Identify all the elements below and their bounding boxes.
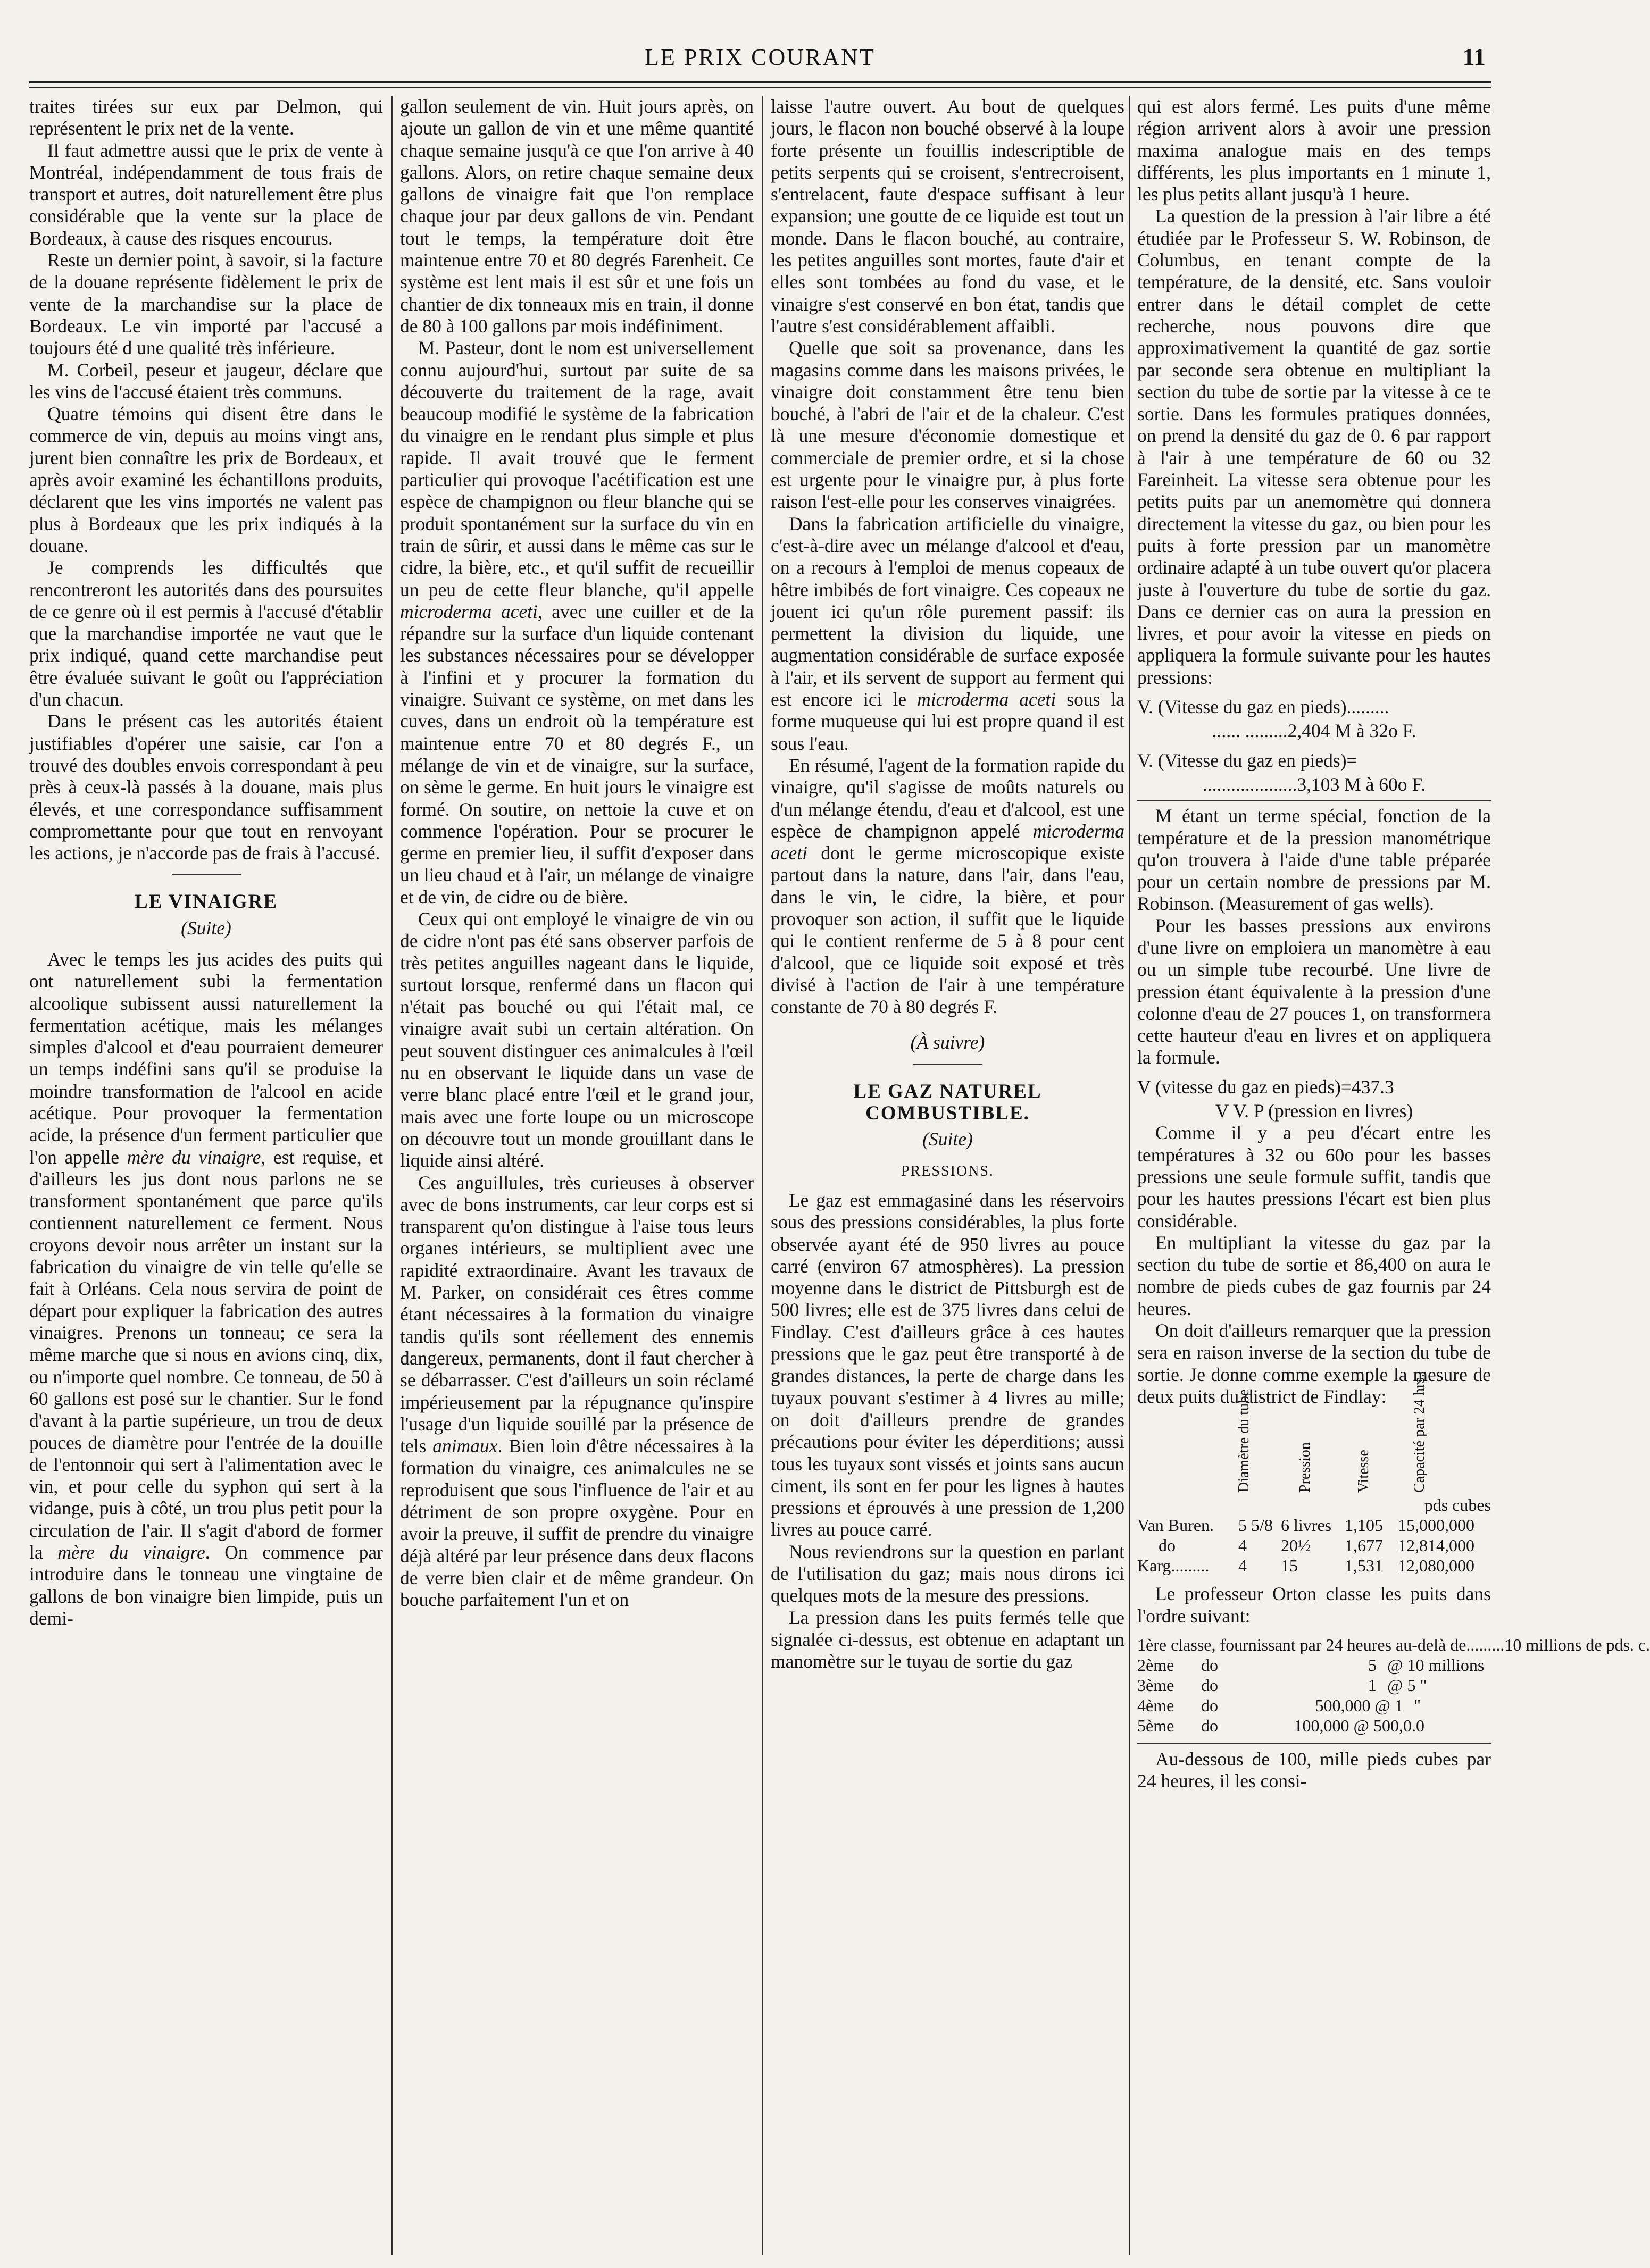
table-cell: 1,677 xyxy=(1345,1536,1383,1555)
table-cell: " xyxy=(1414,1695,1421,1715)
text-run: Ces anguillules, très curieuses à observer avec de bons instruments, car leur corps est si transparent qu'on distingue à l'aise tous leurs organes intérieurs, se multiplient avec une rapidité extraordinaire. Avant les travaux de M. Parker, on considérait ces êtres comme étant nécessaires à la formation du vinaigre tandis qu'ils sont réellement des ennemis dangereux, permanents, dont il faut chercher à se débarrasser. C'est d'ailleurs un soin réclamé impérieusement par la répugnance qu'inspire l'usage d'un liquide souillé par la présence de tels xyxy=(400,1171,754,1457)
formula-line: V. (Vitesse du gaz en pieds)= xyxy=(1137,749,1357,771)
table-cell: do xyxy=(1201,1715,1218,1735)
section-divider xyxy=(172,874,241,875)
header-rule-thin xyxy=(29,87,1491,88)
table-row xyxy=(1137,1695,1491,1715)
paragraph: Il faut admettre aussi que le prix de vente à Montréal, indépendamment de tous frais de transport et autres, doit naturellement être plus considérable que la vente sur la place de Bordeaux, à cause des risques encourus. xyxy=(29,139,383,249)
running-title: LE PRIX COURANT xyxy=(645,44,876,70)
paragraph: Quelle que soit sa provenance, dans les magasins comme dans les maisons privées, le vinaigre doit constamment être tenu bien bouché, à l'abri de l'air et de la chaleur. C'est là une mesure d'économie domestique et commerciale de premier ordre, et si la chose est urgente pour le vinaigre pur, à plus forte raison l'est-elle pour les conserves vinaigrées. xyxy=(771,337,1124,513)
table-header-cell: Diamètre du tube xyxy=(1236,1389,1252,1493)
paragraph: gallon seulement de vin. Huit jours après, on ajoute un gallon de vin et une même quantité chaque semaine jusqu'à ce que l'on arrive à 40 gallons. Alors, on retire chaque semaine deux gallons de vinaigre fait que l'on remplace chaque jour par deux gallons de vin. Pendant tout le temps, la température doit être maintenue entre 70 et 80 degrés Farenheit. Ce système est lent mais il est sûr et une fois un chantier de dix tonneaux mis en train, il donne de 80 à 100 gallons par mois indéfiniment. xyxy=(400,96,754,337)
table-cell: do xyxy=(1201,1695,1218,1715)
section-title-vinaigre: LE VINAIGRE xyxy=(134,891,278,913)
emphasis: mère du vinaigre xyxy=(127,1146,261,1168)
column-3 xyxy=(771,96,1124,2255)
paragraph: Ceux qui ont employé le vinaigre de vin ou de cidre n'ont pas été sans observer parfois de très petites anguilles nageant dans le liquide, surtout lorsque, renfermé dans un flacon qui n'était pas bouché ou qui l'était mal, ce vinaigre avait subi un certain altération. On peut souvent distinguer ces animalcules à l'œil nu en observant le liquide dans un vase de verre blanc placé entre l'œil et le grand jour, mais avec une forte loupe ou un microscope on découvre tout un monde grouillant dans le liquide ainsi altéré. xyxy=(400,908,754,1171)
table-header-cell: Capacité par 24 hrs. xyxy=(1411,1374,1428,1493)
text-run: . On commence par introduire dans le tonneau une vingtaine de gallons de bon vinaigre bien limpide, puis un demi- xyxy=(29,1542,384,1629)
table-cell: @ 10 millions xyxy=(1387,1655,1485,1675)
text-run: M. Pasteur, dont le nom est universellement connu aujourd'hui, surtout par suite de sa découverte du traitement de la rage, avait beaucoup modifié le système de la fabrication du vinaigre en le rendant plus simple et plus rapide. Il avait trouvé que le ferment particulier qui provoque l'acétification est une espèce de champignon ou fleur blanche qui se produit spontanément sur la surface du vin en train de sûrir, et aussi dans le même cas sur le cidre, la bière, etc., et qu'il suffit de recueillir un peu de cette fleur blanche, qu'il appelle xyxy=(400,337,754,600)
table-row xyxy=(1137,1555,1491,1576)
page-number: 11 xyxy=(1462,43,1486,70)
column-4 xyxy=(1137,96,1650,2255)
masthead xyxy=(29,32,1491,80)
emphasis: animaux xyxy=(432,1435,498,1457)
emphasis: microderma aceti xyxy=(771,820,1124,864)
table-cell: 5ème xyxy=(1137,1715,1174,1735)
subheading-pressions: PRESSIONS. xyxy=(901,1162,994,1179)
paragraph: traites tirées sur eux par Delmon, qui représentent le prix net de la vente. xyxy=(29,96,383,139)
paragraph: Nous reviendrons sur la question en parlant de l'utilisation du gaz; mais nous dirons ici quelques mots de la mesure des pressions. xyxy=(771,1541,1124,1606)
formula-line: ....................3,103 M à 60o F. xyxy=(1202,773,1426,795)
formula-line: ...... .........2,404 M à 32o F. xyxy=(1212,720,1416,742)
divider xyxy=(1137,800,1491,801)
text-run: Dans la fabrication artificielle du vinaigre, c'est-à-dire avec un mélange d'alcool et d'eau, on a recours à l'emploi de menus copeaux de hêtre imbibés de fort vinaigre. Ces copeaux ne jouent ici qu'un rôle purement passif: ils permettent la division du liquide, une augmentation considérable de surface exposée à l'air, et ils servent de support au ferment qui est encore ici le xyxy=(771,513,1124,710)
text-run: , est requise, et d'ailleurs les jus dont nous parlons ne se transforment spontanément que parce qu'ils contiennent naturellement ce ferment. Nous croyons devoir nous arrêter un instant sur la fabrication du vinaigre de vin telle qu'elle se fait à Orléans. Cela nous servira de point de départ pour expliquer la fabrication des autres vinaigres. Prenons un tonneau; ce sera la même marche que si nous en avions cinq, dix, ou n'importe quel nombre. Ce tonneau, de 50 à 60 gallons est posé sur le chantier. Sur le fond d'avant à la partie supérieure, un trou de deux pouces de diamètre pour l'entrée de la douille de l'entonnoir qui sert à l'alimentation avec le vin, et pour celle du syphon qui sert à la vidange, puis à côté, un trou plus petit pour la circulation de l'air. Il s'agit d'abord de former la xyxy=(29,1146,383,1563)
paragraph: Le professeur Orton classe les puits dans l'ordre suivant: xyxy=(1137,1583,1491,1627)
article-columns xyxy=(29,96,1650,2255)
table-cell: 4 xyxy=(1238,1556,1247,1576)
table-cell: 5 xyxy=(1368,1655,1377,1675)
table-cell: 15 xyxy=(1281,1556,1298,1576)
paragraph: La pression dans les puits fermés telle que signalée ci-dessus, est obtenue en adaptant un manomètre sur le tuyau de sortie du gaz xyxy=(771,1606,1124,1672)
table-cell: 20½ xyxy=(1281,1536,1311,1555)
section-divider xyxy=(913,1064,982,1065)
table-cell: 12,080,000 xyxy=(1398,1556,1474,1576)
paragraph xyxy=(400,1172,754,1611)
section-subtitle: (Suite) xyxy=(181,917,231,939)
table-cell: Karg......... xyxy=(1137,1556,1210,1576)
wells-table xyxy=(1137,1374,1491,1576)
text-run: dont le germe microscopique existe partout dans la nature, dans l'air, dans l'eau, dans le vin, le cidre, la bière, et pour provoquer son action, il suffit que le liquide qui le contient renferme de 5 à 8 pour cent d'alcool, que ce liquide soit exposé et très divisé à l'action de l'air à une température constante de 70 à 80 degrés F. xyxy=(771,842,1125,1018)
table-row xyxy=(1137,1655,1491,1675)
table-unit: pds cubes xyxy=(1424,1495,1491,1515)
table-cell: 500,000 @ 1 xyxy=(1315,1695,1403,1715)
text-run: Avec le temps les jus acides des puits qui ont naturellement subi la fermentation alcoolique subissent aussi naturellement la fermentation acétique, mais les mélanges simples d'alcool et d'eau pourraient demeurer un temps indéfini sans qu'il se produise la moindre transformation de l'alcool en acide acétique. Pour provoquer la fermentation acide, la présence d'un ferment particulier que l'on appelle xyxy=(29,948,383,1168)
paragraph xyxy=(400,337,754,908)
text-run: . Bien loin d'être nécessaires à la formation du vinaigre, ces animalcules ne se reproduisent que sous l'influence de l'air et au détriment de son propre oxygène. Pour en avoir la preuve, il suffit de prendre du vinaigre déjà altéré par leur présence dans deux flacons de verre bien clair et de même grandeur. On bouche parfaitement l'un et on xyxy=(400,1435,754,1611)
table-header-cell: Pression xyxy=(1297,1442,1313,1493)
column-2 xyxy=(400,96,754,2255)
paragraph xyxy=(771,513,1124,755)
paragraph: Je comprends les difficultés que rencontreront les autorités dans des poursuites de ce genre où il est permis à l'accusé d'établir que la marchandise importée ne vaut que le prix indiqué, quand cette marchandise peut être évaluée suivant le goût ou l'appréciation d'un chacun. xyxy=(29,557,383,710)
paragraph: qui est alors fermé. Les puits d'une même région arrivent alors à avoir une pression maxima analogue mais en des temps différents, les plus importants en 1 minute 1, les plus petits allant jusqu'à 1 heure. xyxy=(1137,96,1491,205)
table-cell: 2ème xyxy=(1137,1655,1174,1675)
table-cell: do xyxy=(1201,1655,1218,1675)
paragraph: M. Corbeil, peseur et jaugeur, déclare que les vins de l'accusé étaient très communs. xyxy=(29,359,383,403)
table-cell: Van Buren. xyxy=(1137,1516,1214,1535)
text-run: , avec une cuiller et de la répandre sur la surface d'un liquide contenant les substances nécessaires pour se développer à l'infini et y procurer la formation du vinaigre. Suivant ce système, on met dans les cuves, dans un endroit où la température est maintenue entre 70 et 80 degrés F., un mélange de vin et de vinaigre, sur la surface, on sème le germe. En huit jours le vinaigre est formé. On soutire, on nettoie la cuve et on commence l'opération. Pour se procurer le germe en premier lieu, il suffit d'exposer dans un lieu chaud et à l'air, un mélange de vinaigre et de vin, de cidre ou de bière. xyxy=(400,600,754,908)
table-cell: 12,814,000 xyxy=(1398,1536,1474,1555)
continuation-note: (À suivre) xyxy=(910,1032,985,1053)
paragraph: laisse l'autre ouvert. Au bout de quelques jours, le flacon non bouché observé à la loupe forte présente un fouillis indescriptible de petits serpents qui se croisent, s'entrecroisent, s'entrelacent, faute d'espace suffisant à leur expansion; une goutte de ce liquide est tout un monde. Dans le flacon bouché, au contraire, les petites anguilles sont mortes, faute d'air et elles sont tombées au fond du vase, et le vinaigre s'est conservé en bon état, tandis que l'autre s'est considérablement affaibli. xyxy=(771,96,1124,337)
section-title-gaz: LE GAZ NATUREL COMBUSTIBLE. xyxy=(853,1080,1042,1125)
paragraph xyxy=(29,949,383,1629)
table-row xyxy=(1137,1635,1650,1655)
table-cell: 1,531 xyxy=(1345,1556,1383,1576)
paragraph: On doit d'ailleurs remarquer que la pression sera en raison inverse de la section du tube de sortie. Je donne comme exemple la mesure de deux puits du district de Findlay: xyxy=(1137,1320,1491,1407)
formula-line: V (vitesse du gaz en pieds)=437.3 xyxy=(1137,1076,1394,1098)
table-cell: @ 5 " xyxy=(1387,1675,1427,1695)
column-1 xyxy=(29,96,383,2255)
paragraph: M étant un terme spécial, fonction de la température et de la pression manométrique qu'on trouvera à l'aide d'une table préparée pour un certain nombre de pressions par M. Robinson. (Measurement of gas wells). xyxy=(1137,805,1491,915)
classification-table xyxy=(1137,1635,1650,1736)
table-cell: 1,105 xyxy=(1345,1516,1383,1535)
paragraph: La question de la pression à l'air libre a été étudiée par le Professeur S. W. Robinson, de Columbus, en tenant compte de la température, de la densité, etc. Sans vouloir entrer dans le détail complet de cette recherche, nous pouvons dire que approximativement la quantité de gaz sortie par seconde sera obtenue en multipliant la section du tube de sortie par la vitesse à ce te sortie. Dans les formules pratiques données, on prend la densité du gaz de 0. 6 par rapport à l'air à une température de 60 ou 32 Fareinheit. La vitesse sera obtenue pour les petits puits par un anemomètre qui donnera directement la vitesse du gaz, ou bien pour les puits à forte pression par un manomètre ordinaire adapté à un tube ouvert qu'or placera juste à l'ouverture du tube de sortie du gaz. Dans ce dernier cas on aura la pression en livres, et pour avoir la vitesse en pieds on appliquera la formule suivante pour les hautes pressions: xyxy=(1137,205,1491,688)
formula-line: V V. P (pression en livres) xyxy=(1215,1100,1413,1122)
table-row xyxy=(1137,1515,1491,1535)
table-row xyxy=(1137,1715,1491,1736)
section-subtitle: (Suite) xyxy=(922,1128,973,1150)
table-cell: 3ème xyxy=(1137,1675,1174,1695)
text-run: sous la forme muqueuse qui lui est propre quand il est sous l'eau. xyxy=(771,689,1125,754)
paragraph: Quatre témoins qui disent être dans le commerce de vin, depuis au moins vingt ans, jurent bien connaître les prix de Bordeaux, et après avoir examiné les échantillons produits, déclarent que les vins importés ne valent pas plus à Bordeaux que les prix indiqués à la douane. xyxy=(29,403,383,556)
paragraph xyxy=(771,755,1124,1018)
table-cell: 100,000 @ 500,0.0 xyxy=(1294,1715,1424,1735)
table-header-cell: Vitesse xyxy=(1355,1450,1372,1493)
table-cell: 6 livres xyxy=(1281,1516,1332,1535)
paragraph: Reste un dernier point, à savoir, si la facture de la douane représente fidèlement le prix de vente de la marchandise sur la place de Bordeaux. Le vin importé par l'accusé a toujours été d une qualité très inférieure. xyxy=(29,249,383,359)
table-row xyxy=(1137,1675,1491,1695)
divider xyxy=(1137,1743,1491,1744)
table-cell: 4ème xyxy=(1137,1695,1174,1715)
emphasis: mère du vinaigre xyxy=(57,1542,205,1563)
table-cell: 1 xyxy=(1368,1675,1377,1695)
table-cell: do xyxy=(1159,1536,1176,1555)
paragraph: Pour les basses pressions aux environs d'une livre on emploiera un manomètre à eau ou un simple tube recourbé. Une livre de pression étant équivalente à la pression d'une colonne d'eau de 27 pouces 1, on transformera cette hauteur d'eau en livres et on appliquera la formule. xyxy=(1137,915,1491,1068)
table-cell: 4 xyxy=(1238,1536,1247,1555)
table-units-row xyxy=(1137,1495,1491,1515)
table-row xyxy=(1137,1535,1491,1555)
header-rule xyxy=(29,81,1491,83)
table-cell: 1ère classe, fournissant par 24 heures au-delà de.........10 millions de pds. c. xyxy=(1137,1635,1650,1654)
formula-line: V. (Vitesse du gaz en pieds)......... xyxy=(1137,696,1389,718)
paragraph: Au-dessous de 100, mille pieds cubes par 24 heures, il les consi- xyxy=(1137,1748,1491,1792)
paragraph: En multipliant la vitesse du gaz par la section du tube de sortie et 86,400 on aura le nombre de pieds cubes de gaz fournis par 24 heures. xyxy=(1137,1232,1491,1319)
paragraph: Comme il y a peu d'écart entre les températures à 32 ou 60o pour les basses pressions une seule formule suffit, tandis que pour les hautes pressions l'écart est bien plus considérable. xyxy=(1137,1122,1491,1232)
table-cell: 5 5/8 xyxy=(1238,1516,1273,1535)
table-cell: do xyxy=(1201,1675,1218,1695)
paragraph: Dans le présent cas les autorités étaient justifiables d'opérer une saisie, car l'on a trouvé des doubles envois correspondant à peu près à ceux-là passés à la douane, mais plus élevés, et une correspondance suffisamment compromettante pour que tout en renvoyant les actions, je n'accorde pas de frais à l'accusé. xyxy=(29,710,383,864)
table-header xyxy=(1137,1374,1491,1495)
emphasis: microderma aceti xyxy=(917,689,1056,710)
text-run: En résumé, l'agent de la formation rapide du vinaigre, qu'il s'agisse de moûts naturels ou d'un mélange étendu, d'eau et d'alcool, est une espèce de champignon appelé xyxy=(771,754,1124,842)
emphasis: microderma aceti xyxy=(400,600,538,622)
table-cell: 15,000,000 xyxy=(1398,1516,1474,1535)
paragraph: Le gaz est emmagasiné dans les réservoirs sous des pressions considérables, la plus forte observée ayant été de 950 livres au pouce carré (environ 67 atmosphères). La pression moyenne dans le district de Pittsburgh est de 500 livres; elle est de 375 livres dans celui de Findlay. C'est d'ailleurs grâce à ces hautes pressions que le gaz peut être transporté à de grandes distances, la perte de charge dans les tuyaux pouvant s'estimer à 4 livres au mille; on doit d'ailleurs prendre de grandes précautions pour éviter les déperditions; aussi tous les tuyaux sont vissés et joints sans aucun ciment, ils sont en fer pour les lignes à hautes pressions et éprouvés à une pression de 1,200 livres au pouce carré. xyxy=(771,1189,1124,1541)
